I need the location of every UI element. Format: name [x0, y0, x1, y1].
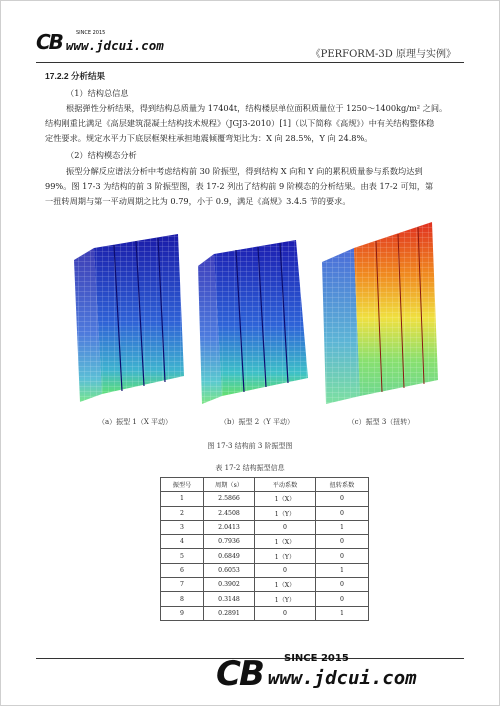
subheading-modal-analysis: （2）结构模态分析: [66, 150, 137, 160]
cell: 1（X）: [255, 535, 316, 549]
header-rule: [36, 62, 464, 63]
table-row: [161, 578, 369, 592]
cell: 0.3148: [204, 592, 255, 606]
table-row: [161, 592, 369, 606]
cell: 5: [161, 549, 204, 563]
table-row: [161, 549, 369, 563]
cell: 3: [161, 520, 204, 534]
cell: 2: [161, 506, 204, 520]
cell: 0: [316, 578, 369, 592]
cell: 0.3902: [204, 578, 255, 592]
column-header: 振型号: [161, 478, 204, 492]
cell: 2.5866: [204, 492, 255, 506]
book-title: 《PERFORM-3D 原理与实例》: [310, 49, 456, 60]
mode-shape-2-image: [192, 226, 322, 408]
table-row: [161, 506, 369, 520]
paragraph-line: 振型分解反应谱法分析中考虑结构前 30 阶振型，得到结构 X 向和 Y 向的累积质量参与系数均达到: [66, 166, 423, 176]
figure-title: 图 17-3 结构前 3 阶振型图: [207, 442, 293, 450]
cell: 1（X）: [255, 492, 316, 506]
cell: 0: [316, 535, 369, 549]
paragraph-line: 99%。图 17-3 为结构的前 3 阶振型图，表 17-2 列出了结构前 9 阶模态的分析结果。由表 17-2 可知，第: [45, 181, 434, 191]
cell: 0: [255, 563, 316, 577]
cell: 0: [316, 492, 369, 506]
cell: 9: [161, 606, 204, 620]
figure-caption-b: （b）振型 2（Y 平动）: [219, 418, 294, 426]
cell: 8: [161, 592, 204, 606]
logo-mark: CB: [36, 30, 62, 54]
cell: 2.4508: [204, 506, 255, 520]
table-row: [161, 520, 369, 534]
paragraph-line: 结构刚重比满足《高层建筑混凝土结构技术规程》（JGJ3-2010）[1]（以下简称《高规》）中有关结构整体稳: [45, 118, 435, 128]
cell: 7: [161, 578, 204, 592]
column-header: 扭转系数: [316, 478, 369, 492]
figure-caption-c: （c）振型 3（扭转）: [347, 418, 415, 426]
cell: 1（Y）: [255, 592, 316, 606]
paragraph-line: 根据弹性分析结果，得到结构总质量为 17404t，结构楼层单位面积质量位于 1250～1400kg/m² 之间。: [66, 103, 448, 113]
mode-shape-1-image: [66, 226, 196, 408]
cell: 0: [255, 520, 316, 534]
table-row: [161, 535, 369, 549]
cell: 1（X）: [255, 578, 316, 592]
cell: 0: [316, 592, 369, 606]
table-title: 表 17-2 结构振型信息: [215, 464, 285, 472]
cell: 2.0413: [204, 520, 255, 534]
footer-logo-since: SINCE 2015: [284, 653, 349, 664]
cell: 0.2891: [204, 606, 255, 620]
site-logo: [36, 30, 164, 54]
cell: 1: [316, 563, 369, 577]
logo-since: SINCE 2015: [76, 30, 106, 36]
paragraph-line: 一扭转周期与第一平动周期之比为 0.79，小于 0.9，满足《高规》3.4.5 节的要求。: [45, 196, 351, 206]
cell: 0.6849: [204, 549, 255, 563]
table-header-row: [161, 478, 369, 492]
column-header: 平动系数: [255, 478, 316, 492]
footer-logo: [216, 655, 417, 693]
cell: 6: [161, 563, 204, 577]
cell: 0.7936: [204, 535, 255, 549]
table-row: [161, 563, 369, 577]
mode-shape-3-image: [314, 212, 444, 408]
column-header: 周期（s）: [204, 478, 255, 492]
cell: 0.6053: [204, 563, 255, 577]
cell: 1: [161, 492, 204, 506]
cell: 1: [316, 520, 369, 534]
footer-logo-url: www.jdcui.com: [267, 667, 417, 689]
subheading-structure-info: （1）结构总信息: [66, 88, 129, 98]
logo-url: www.jdcui.com: [65, 38, 164, 53]
cell: 0: [255, 606, 316, 620]
table-row: [161, 606, 369, 620]
cell: 1: [316, 606, 369, 620]
cell: 0: [316, 506, 369, 520]
cell: 1（Y）: [255, 549, 316, 563]
table-row: [161, 492, 369, 506]
vibration-mode-table: [160, 477, 369, 621]
footer-logo-mark: CB: [216, 654, 263, 694]
figure-caption-a: （a）振型 1（X 平动）: [97, 418, 173, 426]
cell: 0: [316, 549, 369, 563]
cell: 4: [161, 535, 204, 549]
cell: 1（Y）: [255, 506, 316, 520]
section-title: 17.2.2 分析结果: [45, 71, 105, 81]
paragraph-line: 定性要求。规定水平力下底层框架柱承担地震倾覆弯矩比为：X 向 28.5%，Y 向 24.8%。: [45, 133, 373, 143]
